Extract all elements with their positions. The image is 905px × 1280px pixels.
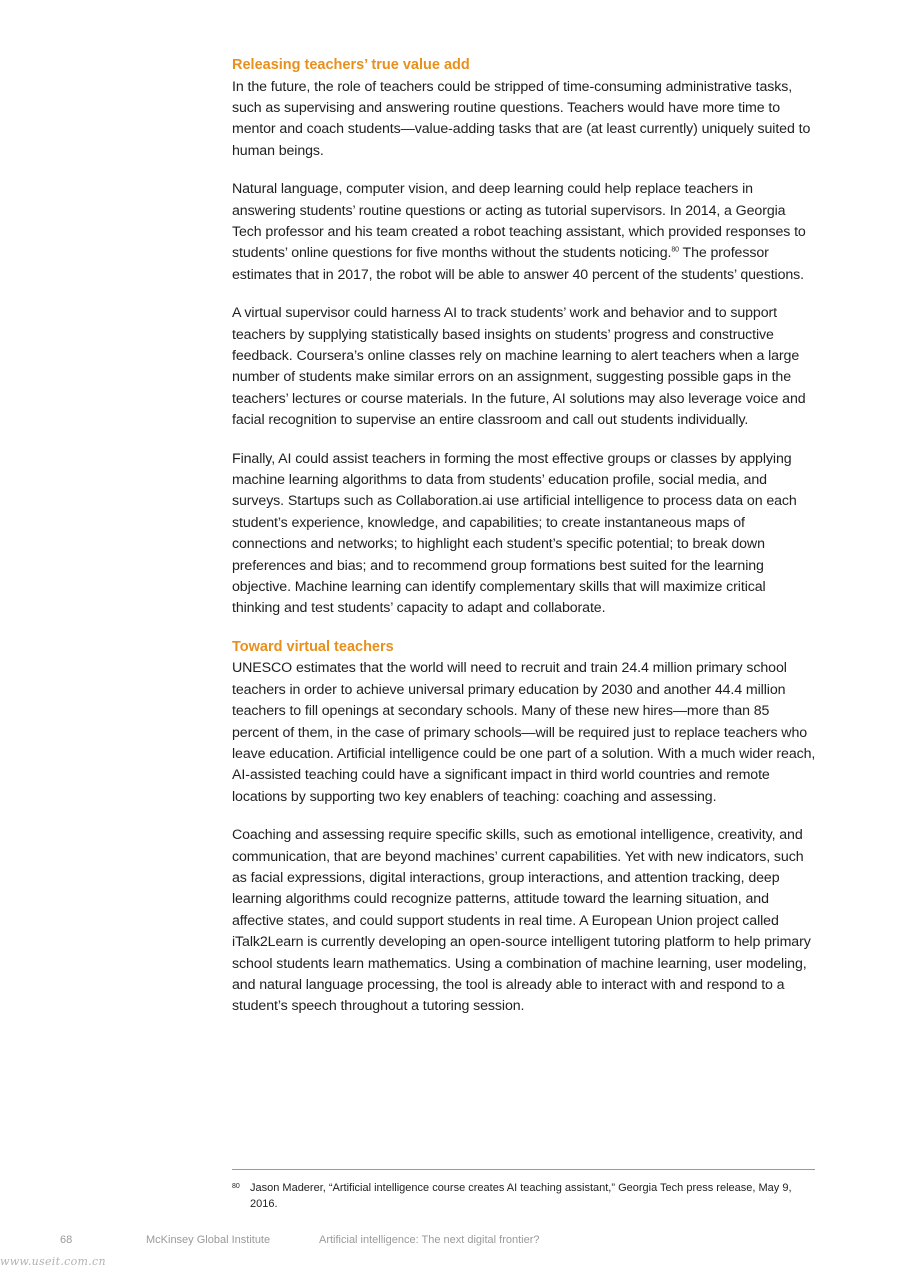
paragraph: In the future, the role of teachers could be stripped of time-consuming administrative tasks, such as supervising and answering routine questions. Teachers would have more time to mentor and coach students—value-adding tasks that are (at least currently) uniquely suited to human beings.: [232, 78, 811, 159]
paragraph: Finally, AI could assist teachers in forming the most effective groups or classes by applying machine learning algorithms to data from students’ education profile, social media, and surveys. Startups such as Collaboration.ai use artificial intelligence to process data on each student’s experience, knowledge, and capabilities; to create instantaneous maps of connections and networks; to highlight each student’s specific potential; to break down preferences and bias; and to recommend group formations best suited for the learning objective. Machine learning can identify complementary skills that will maximize critical thinking and test students’ capacity to adapt and collaborate.: [232, 450, 797, 617]
footnote: [232, 1180, 815, 1212]
page-number: 68: [60, 1234, 73, 1246]
footnote-text: Jason Maderer, “Artificial intelligence course creates AI teaching assistant,” Georgia Tech press release, May 9, 2016.: [250, 1182, 792, 1210]
footer-publisher: McKinsey Global Institute: [146, 1234, 271, 1246]
paragraph-text-continued: The professor estimates that in 2017, the robot will be able to answer 40 percent of the students’ questions.: [232, 245, 805, 283]
watermark: www.useit.com.cn: [0, 1255, 106, 1268]
section-heading: Toward virtual teachers: [232, 638, 394, 655]
paragraph: [232, 179, 817, 286]
article-body: [232, 55, 817, 1035]
footnote-number: 80: [232, 1183, 240, 1190]
footnote-reference[interactable]: 80: [671, 246, 679, 254]
paragraph: UNESCO estimates that the world will need to recruit and train 24.4 million primary school teachers in order to achieve universal primary education by 2030 and another 44.4 million teachers to fill openings at secondary schools. Many of these new hires—more than 85 percent of them, in the case of primary schools—will be required just to replace teachers who leave education. Artificial intelligence could be one part of a solution. With a much wider reach, AI-assisted teaching could have a significant impact in third world countries and remote locations by supporting two key enablers of teaching: coaching and assessing.: [232, 660, 816, 805]
paragraph: Coaching and assessing require specific skills, such as emotional intelligence, creativity, and communication, that are beyond machines’ current capabilities. Yet with new indicators, such as facial expressions, digital interactions, group interactions, and attention tracking, deep learning algorithms could recognize patterns, attitude toward the learning situation, and affective states, and could support students in real time. A European Union project called iTalk2Learn is currently developing an open-source intelligent tutoring platform to help primary school students learn mathematics. Using a combination of machine learning, user modeling, and natural language processing, the tool is already able to interact with and respond to a student’s speech throughout a tutoring session.: [232, 827, 811, 1015]
footer-report-title: Artificial intelligence: The next digital frontier?: [319, 1234, 540, 1246]
paragraph: A virtual supervisor could harness AI to track students’ work and behavior and to support teachers by supplying statistically based insights on students’ progress and constructive feedback. Coursera’s online classes rely on machine learning to alert teachers when a large number of students make similar errors on an assignment, suggesting possible gaps in the teachers’ lectures or course materials. In the future, AI solutions may also leverage voice and facial recognition to supervise an entire classroom and call out students individually.: [232, 305, 806, 429]
paragraph-text: Natural language, computer vision, and deep learning could help replace teachers in answering students’ routine questions or acting as tutorial supervisors. In 2014, a Georgia Tech professor and his team created a robot teaching assistant, which provided responses to students’ online questions for five months without the students noticing.: [232, 181, 806, 262]
footnote-divider: [232, 1169, 815, 1170]
section-heading: Releasing teachers’ true value add: [232, 57, 470, 73]
